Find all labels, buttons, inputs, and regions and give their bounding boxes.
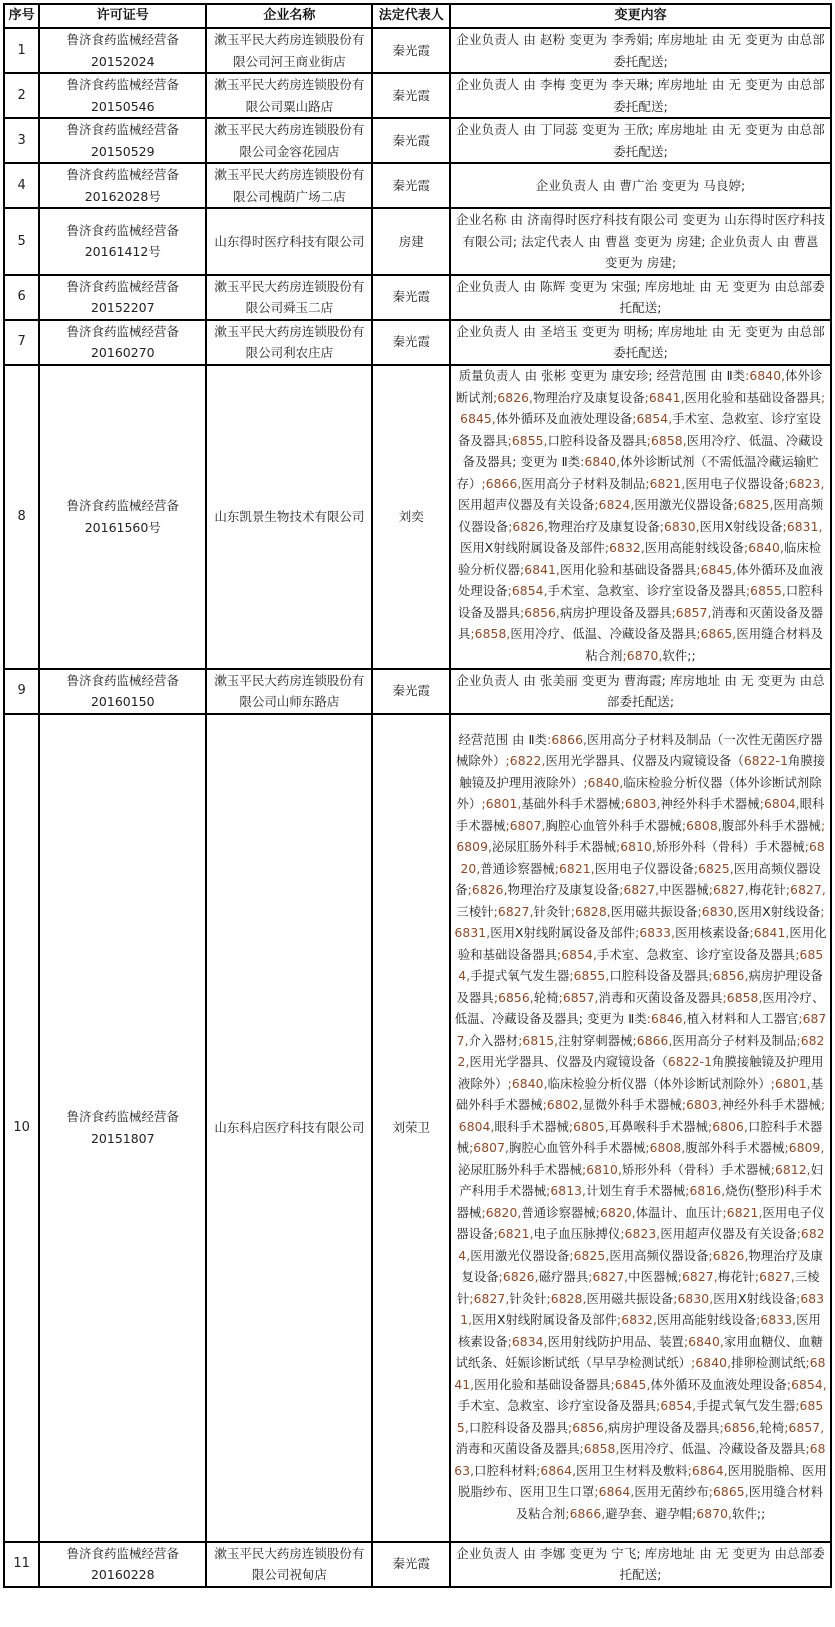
category-code: ;6801, xyxy=(770,1076,811,1091)
category-code: ;6856, xyxy=(708,969,749,984)
category-code: ;6803, xyxy=(620,797,661,812)
license-number: 20160150 xyxy=(90,694,155,709)
category-code: ;6802, xyxy=(542,1098,583,1113)
table-row-6 xyxy=(4,275,831,320)
category-code: ;6858, xyxy=(646,433,687,448)
category-code: ;6821, xyxy=(722,1205,763,1220)
cell-seq: 11 xyxy=(4,1542,39,1587)
table-row-8 xyxy=(4,365,831,669)
cell-seq: 7 xyxy=(4,320,39,365)
table-row-4 xyxy=(4,163,831,208)
table-row-7 xyxy=(4,320,831,365)
table-row-5 xyxy=(4,208,831,275)
cell-legal-rep: 房建 xyxy=(372,208,450,275)
category-code: ;6865, xyxy=(696,627,737,641)
cell-legal-rep: 秦光霞 xyxy=(372,275,450,320)
category-code: ;6856, xyxy=(520,605,560,620)
category-code: ;6866, xyxy=(565,1506,606,1521)
table-row-2 xyxy=(4,73,831,118)
license-prefix: 鲁济食药监械经营备 xyxy=(66,672,180,688)
category-code: ;6877, xyxy=(456,1012,827,1048)
cell-legal-rep: 秦光霞 xyxy=(372,669,450,714)
category-code: :6840, xyxy=(580,455,621,469)
cell-company-name: 漱玉平民大药房连锁股份有限公司舜玉二店 xyxy=(206,275,372,320)
category-code: ;6866, xyxy=(632,1033,673,1048)
cell-change-content: 企业负责人 由 李娜 变更为 宁飞; 库房地址 由 无 变更为 由总部委托配送; xyxy=(450,1542,831,1587)
cell-company-name: 漱玉平民大药房连锁股份有限公司槐荫广场二店 xyxy=(206,163,372,208)
license-number: 20150529 xyxy=(90,143,155,159)
category-code: ;6870, xyxy=(622,648,663,663)
cell-change-content: 企业负责人 由 张美丽 变更为 曹海霞; 库房地址 由 无 变更为 由总部委托配送; xyxy=(450,669,831,714)
category-code: ;6854, xyxy=(557,947,597,962)
cell-seq: 1 xyxy=(4,28,39,73)
cell-license-no xyxy=(39,714,206,1542)
cell-company-name: 山东科启医疗科技有限公司 xyxy=(206,714,372,1542)
category-code: ;6827, xyxy=(588,1270,629,1285)
category-code: ;6854, xyxy=(656,1399,697,1414)
category-code: ;6833, xyxy=(756,1313,797,1328)
cell-license-no xyxy=(39,669,206,714)
cell-license-no xyxy=(39,320,206,365)
category-code: ;6823, xyxy=(784,476,825,491)
category-code: ;6864, xyxy=(594,1485,635,1500)
category-code: ;6854, xyxy=(458,947,824,984)
category-code: ;6803, xyxy=(681,1098,722,1113)
category-code: ;6864, xyxy=(536,1463,577,1478)
license-prefix: 鲁济食药监械经营备 xyxy=(66,498,180,513)
category-code: ;6857, xyxy=(558,990,599,1005)
cell-license-no xyxy=(39,73,206,118)
category-code: ;6821, xyxy=(554,861,595,876)
cell-change-content: 企业负责人 由 李梅 变更为 李天琳; 库房地址 由 无 变更为 由总部委托配送; xyxy=(450,73,831,118)
cell-change-content: 企业负责人 由 丁同蕊 变更为 王欣; 库房地址 由 无 变更为 由总部委托配送; xyxy=(450,118,831,163)
category-code: ;6856, xyxy=(493,990,534,1005)
cell-change-content: 企业负责人 由 曹广治 变更为 马良婷; xyxy=(450,163,831,208)
license-number: 20152024 xyxy=(90,53,155,69)
category-code: ;6828, xyxy=(546,1291,587,1306)
cell-company-name: 漱玉平民大药房连锁股份有限公司山师东路店 xyxy=(206,669,372,714)
category-code: ;6804, xyxy=(458,1098,826,1134)
cell-seq: 10 xyxy=(4,714,39,1542)
category-code: ;6812, xyxy=(770,1162,811,1177)
category-code: ;6830, xyxy=(697,904,738,919)
header-seq: 序号 xyxy=(4,4,39,28)
category-code: ;6827, xyxy=(677,1270,718,1285)
category-code: ;6863, xyxy=(454,1442,826,1478)
cell-legal-rep: 秦光霞 xyxy=(372,118,450,163)
license-prefix: 鲁济食药监械经营备 xyxy=(66,167,180,182)
category-code: ;6855, xyxy=(745,584,786,598)
category-code: 6822-1 xyxy=(743,754,788,769)
license-prefix: 鲁济食药监械经营备 xyxy=(66,122,180,137)
license-prefix: 鲁济食药监械经营备 xyxy=(66,1109,180,1124)
license-change-table xyxy=(3,3,832,1588)
category-code: ;6865, xyxy=(708,1485,749,1500)
category-code: ;6827, xyxy=(469,1291,510,1306)
license-prefix: 鲁济食药监械经营备 xyxy=(66,32,180,47)
cell-company-name: 漱玉平民大药房连锁股份有限公司金容花园店 xyxy=(206,118,372,163)
category-code: :6846, xyxy=(646,1012,687,1027)
cell-license-no xyxy=(39,1542,206,1587)
category-code: ;6804, xyxy=(759,797,800,812)
category-code: ;6828, xyxy=(570,904,611,919)
category-code: ;6854, xyxy=(786,1377,827,1392)
category-code: ;6841, xyxy=(749,926,790,941)
header-license-no: 许可证号 xyxy=(39,4,206,28)
category-code: ;6858, xyxy=(579,1442,620,1457)
category-code: ;6827, xyxy=(754,1270,795,1285)
category-code: ;6854, xyxy=(507,584,548,598)
cell-company-name: 漱玉平民大药房连锁股份有限公司祝甸店 xyxy=(206,1542,372,1587)
cell-change-content: 质量负责人 由 张彬 变更为 康安珍; 经营范围 由 Ⅱ类:6840,体外诊断试剂;6826,物理治疗及康复设备;6841,医用化验和基础设备器具;6845,体外循环及血液处理设备;6854,手术室、急救室、诊疗室设备及器具;6855,口腔科设备及器具;6858,医用冷疗、低温、冷藏设备及器具; 变更为 Ⅱ类:6840,体外诊断试剂（不需低温冷藏运输贮存）;6866,医用高分子材料及制品;6821,医用电子仪器设备;6823,医用超声仪器及有关设备;6824,医用激光仪器设备;6825,医用高频仪器设备;6826,物理治疗及康复设备;6830,医用X射线设备;6831,医用X射线附属设备及部件;6832,医用高能射线设备;6840,临床检验分析仪器;6841,医用化验和基础设备器具;6845,体外循环及血液处理设备;6854,手术室、急救室、诊疗室设备及器具;6855,口腔科设备及器具;6856,病房护理设备及器具;6857,消毒和灭菌设备及器具;6858,医用冷疗、低温、冷藏设备及器具;6865,医用缝合材料及粘合剂;6870,软件;; xyxy=(450,365,831,669)
license-number: 20160270 xyxy=(90,345,155,360)
category-code: ;6864, xyxy=(687,1463,728,1478)
header-company-name: 企业名称 xyxy=(206,4,372,28)
category-code: ;6826, xyxy=(708,1248,749,1263)
cell-legal-rep: 刘荣卫 xyxy=(372,714,450,1542)
category-code: ;6801, xyxy=(481,797,522,812)
category-code: ;6855, xyxy=(456,1399,824,1435)
category-code: ;6840, xyxy=(691,1356,732,1371)
table-row-3 xyxy=(4,118,831,163)
category-code: ;6809, xyxy=(456,818,826,855)
cell-seq: 8 xyxy=(4,365,39,669)
cell-seq: 2 xyxy=(4,73,39,118)
table-row-9 xyxy=(4,669,831,714)
license-number: 20152207 xyxy=(90,300,155,315)
category-code: ;6807, xyxy=(469,1141,510,1156)
category-code: ;6832, xyxy=(604,541,645,555)
cell-legal-rep: 秦光霞 xyxy=(372,1542,450,1587)
category-code: 6822-1 xyxy=(667,1055,712,1070)
category-code: ;6815, xyxy=(518,1033,559,1048)
category-code: ;6821, xyxy=(645,476,686,491)
category-code: :6866, xyxy=(547,732,588,747)
category-code: ;6840, xyxy=(507,1076,548,1091)
category-code: ;6822, xyxy=(505,754,546,769)
category-code: ;6841, xyxy=(644,390,685,405)
category-code: ;6826, xyxy=(498,1270,539,1285)
category-code: ;6854, xyxy=(632,412,673,426)
category-code: ;6831, xyxy=(460,1291,825,1328)
category-code: ;6827, xyxy=(785,883,826,898)
table-row-10 xyxy=(4,714,831,1542)
category-code: ;6858, xyxy=(722,990,763,1005)
category-code: ;6866, xyxy=(481,476,522,491)
category-code: ;6845, xyxy=(460,390,826,426)
category-code: ;6824, xyxy=(458,1227,825,1263)
cell-change-content: 企业负责人 由 圣培玉 变更为 明杨; 库房地址 由 无 变更为 由总部委托配送; xyxy=(450,320,831,365)
category-code: ;6813, xyxy=(546,1184,587,1199)
category-code: ;6827, xyxy=(493,904,534,919)
category-code: ;6856, xyxy=(719,1420,760,1435)
category-code: ;6823, xyxy=(620,1227,661,1242)
category-code: ;6826, xyxy=(493,390,534,405)
category-code: ;6857, xyxy=(784,1420,825,1435)
category-code: ;6833, xyxy=(635,926,676,941)
cell-license-no xyxy=(39,275,206,320)
cell-legal-rep: 秦光霞 xyxy=(372,163,450,208)
cell-seq: 3 xyxy=(4,118,39,163)
category-code: ;6827, xyxy=(708,883,749,898)
category-code: ;6807, xyxy=(505,818,546,833)
category-code: ;6845, xyxy=(610,1377,651,1392)
category-code: ;6831, xyxy=(454,904,825,941)
cell-change-content: 企业名称 由 济南得时医疗科技有限公司 变更为 山东得时医疗科技有限公司; 法定代表人 由 曹邕 变更为 房建; 企业负责人 由 曹邕 变更为 房建; xyxy=(450,208,831,275)
category-code: ;6821, xyxy=(493,1227,534,1242)
cell-seq: 6 xyxy=(4,275,39,320)
category-code: ;6824, xyxy=(594,498,635,512)
category-code: ;6822, xyxy=(457,1033,825,1070)
table-body xyxy=(4,28,831,1587)
category-code: ;6858, xyxy=(470,627,511,641)
category-code: ;6825, xyxy=(733,498,774,512)
category-code: ;6855, xyxy=(569,969,610,984)
table-row-1 xyxy=(4,28,831,73)
category-code: ;6841, xyxy=(454,1356,826,1392)
category-code: ;6810, xyxy=(582,1162,622,1177)
category-code: :6840, xyxy=(745,369,786,383)
category-code: ;6820, xyxy=(481,1205,522,1220)
header-row xyxy=(4,4,831,28)
category-code: ;6834, xyxy=(507,1334,548,1349)
category-code: ;6830, xyxy=(673,1291,714,1306)
category-code: ;6830, xyxy=(659,519,700,534)
license-number: 20151807 xyxy=(90,1130,155,1146)
category-code: ;6845, xyxy=(696,562,737,577)
license-number: 20150546 xyxy=(90,98,155,114)
category-code: ;6826, xyxy=(508,519,549,534)
category-code: ;6857, xyxy=(671,605,712,620)
license-prefix: 鲁济食药监械经营备 xyxy=(66,278,180,294)
cell-change-content: 企业负责人 由 陈辉 变更为 宋强; 库房地址 由 无 变更为 由总部委托配送; xyxy=(450,275,831,320)
cell-change-content: 经营范围 由 Ⅱ类:6866,医用高分子材料及制品（一次性无菌医疗器械除外）;6822,医用光学器具、仪器及内窥镜设备（6822-1角膜接触镜及护理用液除外）;6840,临床检验分析仪器（体外诊断试剂除外）;6801,基础外科手术器械;6803,神经外科手术器械;6804,眼科手术器械;6807,胸腔心血管外科手术器械;6808,腹部外科手术器械;6809,泌尿肛肠外科手术器械;6810,矫形外科（骨科）手术器械;6820,普通诊察器械;6821,医用电子仪器设备;6825,医用高频仪器设备;6826,物理治疗及康复设备;6827,中医器械;6827,梅花针;6827,三棱针;6827,针灸针;6828,医用磁共振设备;6830,医用X射线设备;6831,医用X射线附属设备及部件;6833,医用核素设备;6841,医用化验和基础设备器具;6854,手术室、急救室、诊疗室设备及器具;6854,手提式氧气发生器;6855,口腔科设备及器具;6856,病房护理设备及器具;6856,轮椅;6857,消毒和灭菌设备及器具;6858,医用冷疗、低温、冷藏设备及器具; 变更为 Ⅱ类:6846,植入材料和人工器官;6877,介入器材;6815,注射穿刺器械;6866,医用高分子材料及制品;6822,医用光学器具、仪器及内窥镜设备（6822-1角膜接触镜及护理用液除外）;6840,临床检验分析仪器（体外诊断试剂除外）;6801,基础外科手术器械;6802,显微外科手术器械;6803,神经外科手术器械;6804,眼科手术器械;6805,耳鼻喉科手术器械;6806,口腔科手术器械;6807,胸腔心血管外科手术器械;6808,腹部外科手术器械;6809,泌尿肛肠外科手术器械;6810,矫形外科（骨科）手术器械;6812,妇产科用手术器械;6813,计划生育手术器械;6816,烧伤(整形)科手术器械;6820,普通诊察器械;6820,体温计、血压计;6821,医用电子仪器设备;6821,电子血压脉搏仪;6823,医用超声仪器及有关设备;6824,医用激光仪器设备;6825,医用高频仪器设备;6826,物理治疗及康复设备;6826,磁疗器具;6827,中医器械;6827,梅花针;6827,三棱针;6827,针灸针;6828,医用磁共振设备;6830,医用X射线设备;6831,医用X射线附属设备及部件;6832,医用高能射线设备;6833,医用核素设备;6834,医用射线防护用品、装置;6840,家用血糖仪、血糖试纸条、妊娠诊断试纸（早早孕检测试纸）;6840,排卵检测试纸;6841,医用化验和基础设备器具;6845,体外循环及血液处理设备;6854,手术室、急救室、诊疗室设备及器具;6854,手提式氧气发生器;6855,口腔科设备及器具;6856,病房护理设备及器具;6856,轮椅;6857,消毒和灭菌设备及器具;6858,医用冷疗、低温、冷藏设备及器具;6863,口腔科材料;6864,医用卫生材料及敷料;6864,医用脱脂棉、医用脱脂纱布、医用卫生口罩;6864,医用无菌纱布;6865,医用缝合材料及粘合剂;6866,避孕套、避孕帽;6870,软件;; xyxy=(450,714,831,1542)
cell-license-no xyxy=(39,163,206,208)
cell-license-no xyxy=(39,118,206,163)
license-number: 20161412号 xyxy=(84,244,161,260)
category-code: ;6816, xyxy=(685,1184,726,1199)
cell-legal-rep: 秦光霞 xyxy=(372,73,450,118)
category-code: ;6856, xyxy=(568,1420,608,1435)
page xyxy=(3,3,832,1588)
category-code: ;6827, xyxy=(619,883,660,898)
table-row-11 xyxy=(4,1542,831,1587)
category-code: ;6832, xyxy=(617,1313,657,1328)
category-code: ;6840, xyxy=(583,775,624,790)
category-code: ;6841, xyxy=(520,562,560,577)
cell-company-name: 漱玉平民大药房连锁股份有限公司粟山路店 xyxy=(206,73,372,118)
category-code: ;6825, xyxy=(569,1248,610,1263)
category-code: ;6806, xyxy=(708,1119,748,1134)
category-code: ;6825, xyxy=(693,861,734,876)
cell-company-name: 漱玉平民大药房连锁股份有限公司利农庄店 xyxy=(206,320,372,365)
category-code: ;6808, xyxy=(645,1141,686,1156)
cell-company-name: 漱玉平民大药房连锁股份有限公司河王商业街店 xyxy=(206,28,372,73)
cell-company-name: 山东得时医疗科技有限公司 xyxy=(206,208,372,275)
license-prefix: 鲁济食药监械经营备 xyxy=(66,1545,180,1561)
license-number: 20161560号 xyxy=(84,519,161,535)
header-change-content: 变更内容 xyxy=(450,4,831,28)
cell-legal-rep: 秦光霞 xyxy=(372,28,450,73)
cell-license-no xyxy=(39,365,206,669)
category-code: ;6870, xyxy=(692,1506,733,1521)
cell-seq: 9 xyxy=(4,669,39,714)
category-code: ;6826, xyxy=(467,883,508,898)
category-code: ;6805, xyxy=(568,1119,609,1134)
cell-seq: 5 xyxy=(4,208,39,275)
category-code: ;6808, xyxy=(681,818,722,833)
category-code: ;6840, xyxy=(744,541,784,555)
cell-license-no xyxy=(39,208,206,275)
category-code: ;6809, xyxy=(784,1141,825,1156)
category-code: ;6820, xyxy=(460,840,825,876)
license-prefix: 鲁济食药监械经营备 xyxy=(66,323,180,339)
header-legal-rep: 法定代表人 xyxy=(372,4,450,28)
category-code: ;6820, xyxy=(595,1205,636,1220)
category-code: ;6810, xyxy=(616,840,656,855)
license-prefix: 鲁济食药监械经营备 xyxy=(66,222,180,238)
cell-legal-rep: 刘奕 xyxy=(372,365,450,669)
license-number: 20160228 xyxy=(90,1567,155,1582)
cell-license-no xyxy=(39,28,206,73)
category-code: ;6855, xyxy=(507,433,548,448)
cell-company-name: 山东凯景生物技术有限公司 xyxy=(206,365,372,669)
license-prefix: 鲁济食药监械经营备 xyxy=(66,77,180,92)
cell-legal-rep: 秦光霞 xyxy=(372,320,450,365)
cell-seq: 4 xyxy=(4,163,39,208)
category-code: ;6840, xyxy=(683,1334,724,1349)
license-number: 20162028号 xyxy=(84,188,161,204)
cell-change-content: 企业负责人 由 赵粉 变更为 李秀娟; 库房地址 由 无 变更为 由总部委托配送; xyxy=(450,28,831,73)
category-code: ;6831, xyxy=(782,519,823,534)
